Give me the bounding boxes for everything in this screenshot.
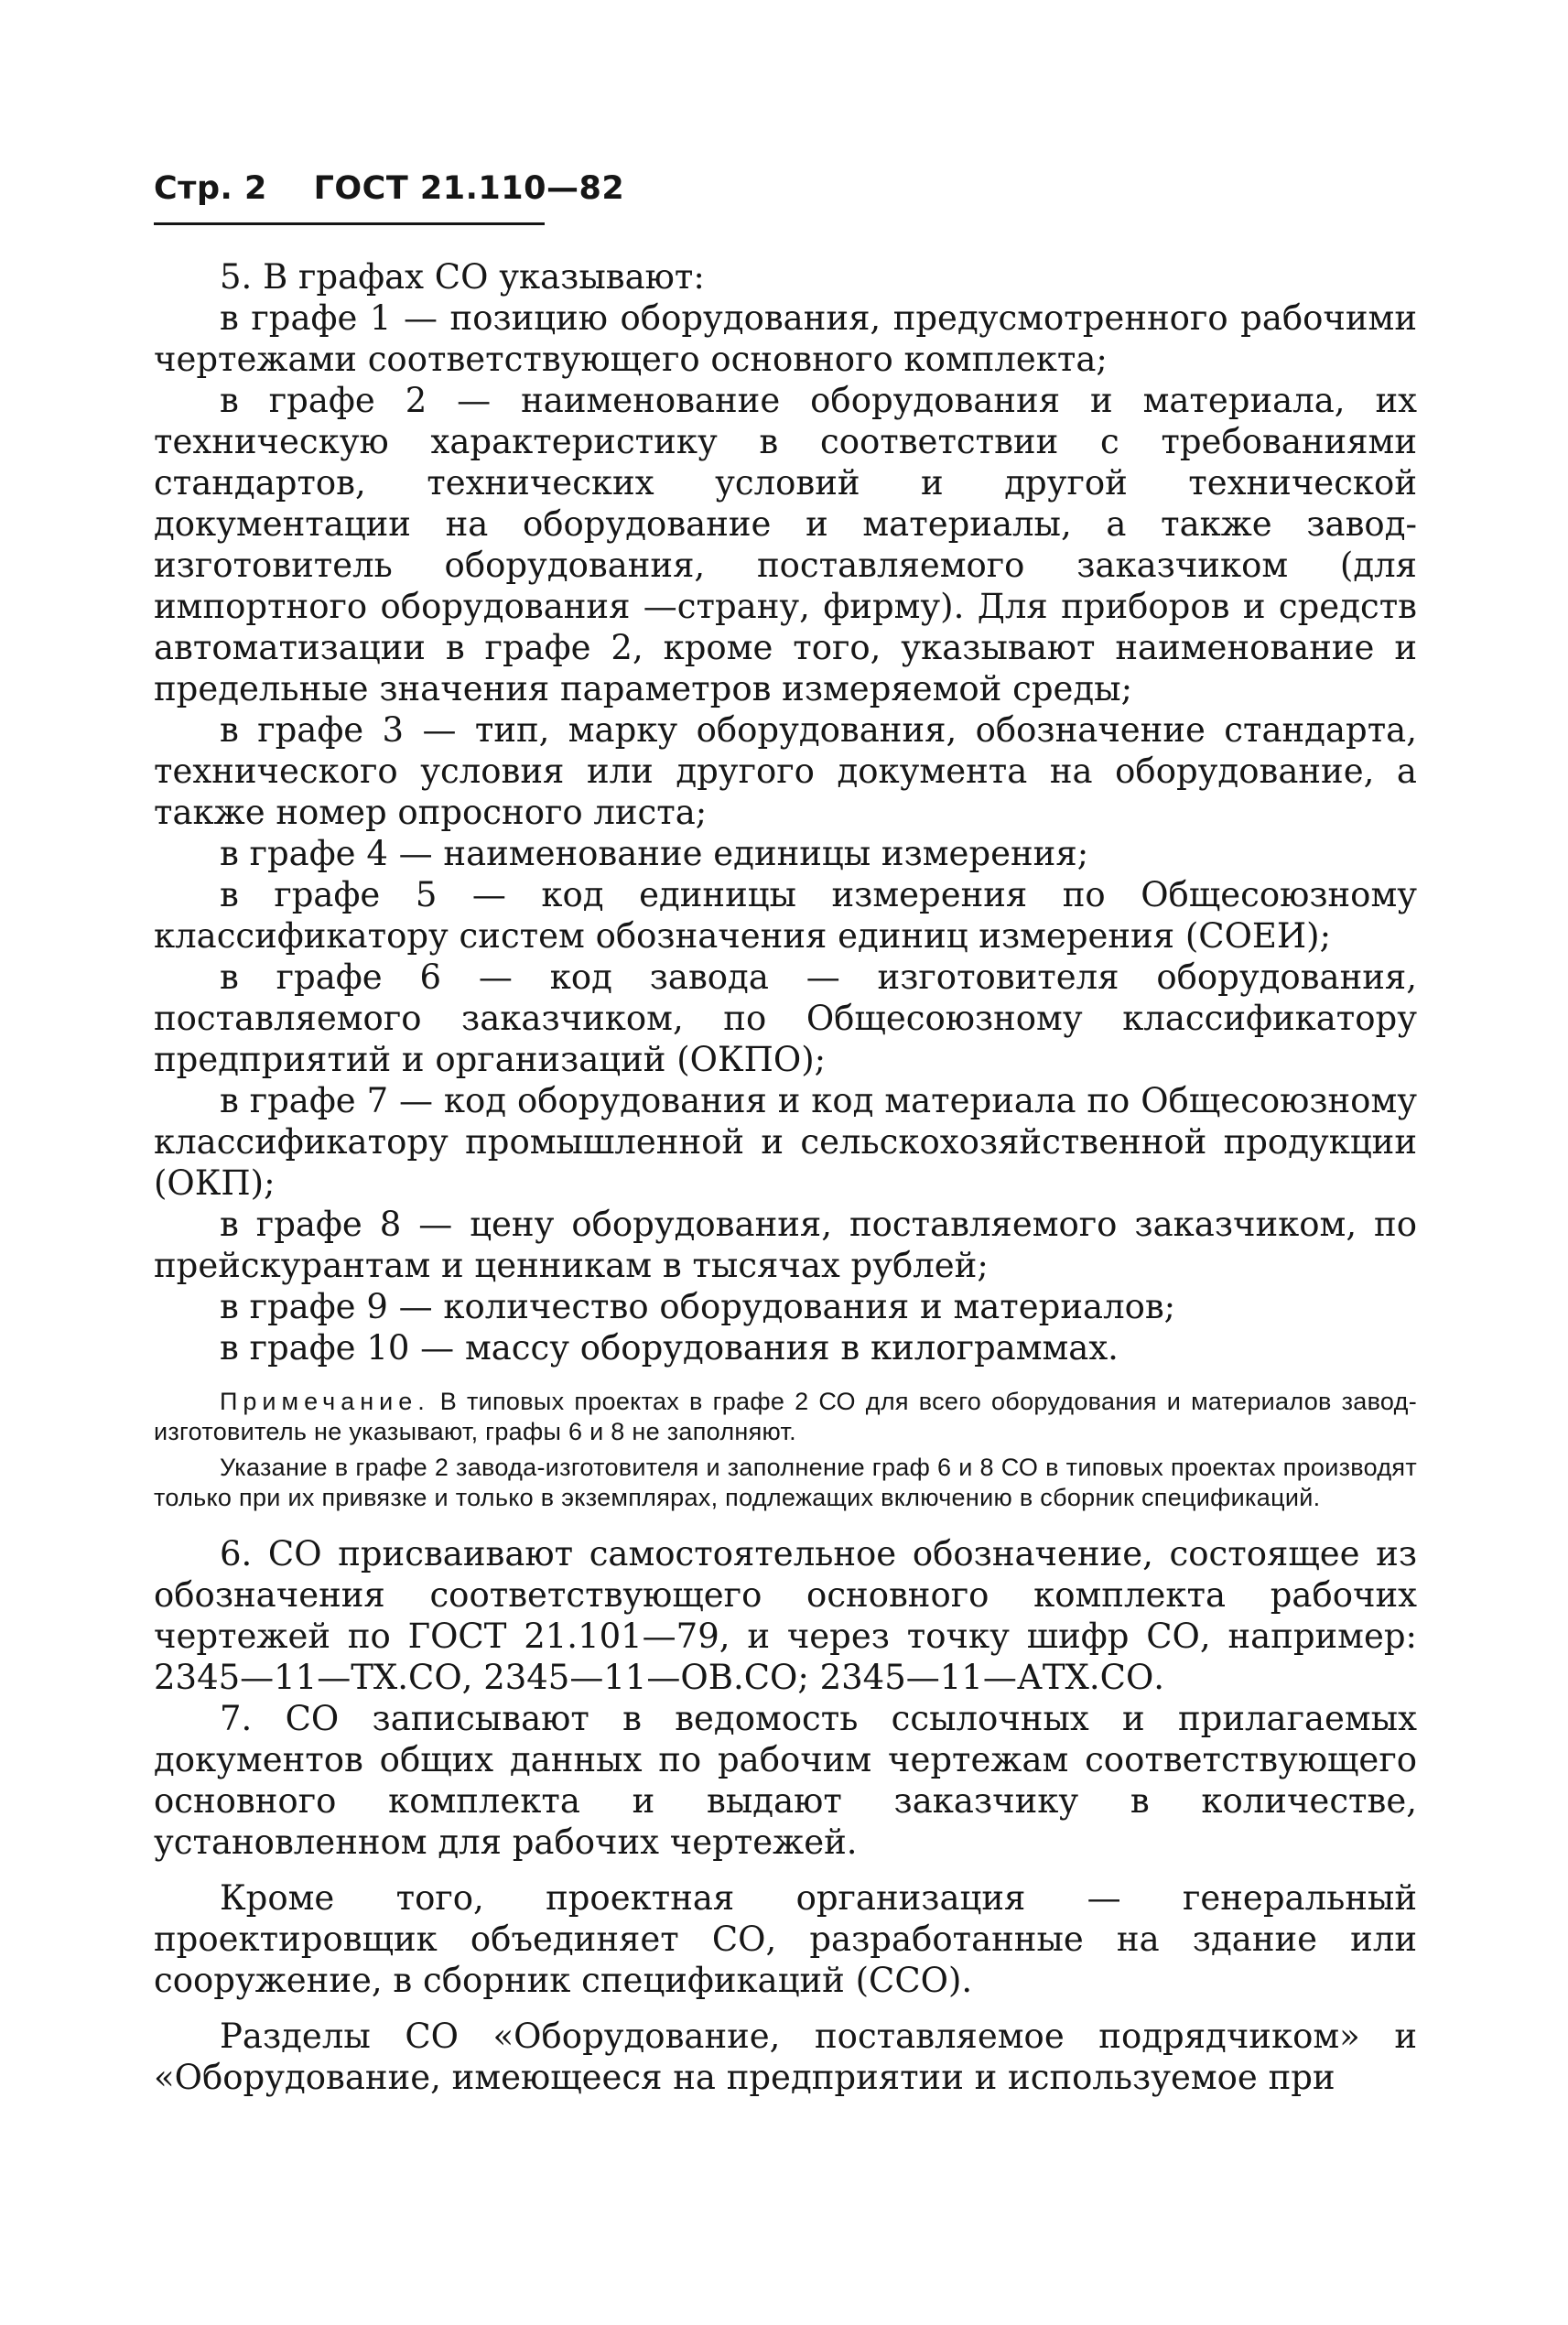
document-body (154, 256, 1417, 2098)
column-1-description: в графе 1 — позицию оборудования, предусмотренного рабочими чертежами соответствующего основного комплекта; (154, 298, 1417, 379)
page-header (154, 168, 624, 210)
section-6: 6. СО присваивают самостоятельное обозначение, состоящее из обозначения соответствующего основного комплекта рабочих чертежей по ГОСТ 21.101—79, и через точку шифр СО, например: 2345—11—ТХ.СО, 2345—11—ОВ.СО; 2345—11—АТХ.СО. (154, 1534, 1417, 1697)
paragraph-gap (154, 1863, 1417, 1877)
section-7: 7. СО записывают в ведомость ссылочных и прилагаемых документов общих данных по рабочим чертежам соответствующего основного комплекта и выдают заказчику в количестве, установленном для рабочих чертежей. (154, 1699, 1417, 1862)
note-block (154, 1387, 1417, 1513)
header-rule (154, 222, 545, 225)
note-label: Примечание. (220, 1388, 430, 1415)
paragraph-gap-2 (154, 2001, 1417, 2016)
document-code: ГОСТ 21.110—82 (313, 170, 625, 207)
paragraph-sections: Разделы СО «Оборудование, поставляемое подрядчиком» и «Оборудование, имеющееся на предприятии и используемое при (154, 2017, 1417, 2097)
column-6-description: в графе 6 — код завода — изготовителя оборудования, поставляемого заказчиком, по Общесоюзному классификатору предприятий и организаций (ОКПО); (154, 957, 1417, 1079)
note-paragraph (154, 1387, 1417, 1447)
note-paragraph-2: Указание в графе 2 завода-изготовителя и заполнение граф 6 и 8 СО в типовых проектах производят только при их привязке и только в экземплярах, подлежащих включению в сборник спецификаций. (154, 1454, 1417, 1511)
column-8-description: в графе 8 — цену оборудования, поставляемого заказчиком, по прейскурантам и ценникам в тысячах рублей; (154, 1205, 1417, 1285)
page-number: Стр. 2 (154, 170, 267, 207)
column-4-description: в графе 4 — наименование единицы измерения; (220, 834, 1089, 873)
paragraph-general-designer: Кроме того, проектная организация — генеральный проектировщик объединяет СО, разработанные на здание или сооружение, в сборник спецификаций (ССО). (154, 1878, 1417, 2000)
note-text: В типовых проектах в графе 2 СО для всего оборудования и материалов завод-изготовитель не указывают, графы 6 и 8 не заполняют. (154, 1388, 1417, 1445)
column-7-description: в графе 7 — код оборудования и код материала по Общесоюзному классификатору промышленной и сельскохозяйственной продукции (ОКП); (154, 1081, 1417, 1203)
section-5-title: 5. В графах СО указывают: (220, 257, 705, 297)
column-2-description: в графе 2 — наименование оборудования и материала, их техническую характеристику в соответствии с требованиями стандартов, технических условий и другой технической документации на оборудование и материалы, а также завод-изготовитель оборудования, поставляемого заказчиком (для импортного оборудования —страну, фирму). Для приборов и средств автоматизации в графе 2, кроме того, указывают наименование и предельные значения параметров измеряемой среды; (154, 381, 1417, 708)
column-9-description: в графе 9 — количество оборудования и материалов; (220, 1287, 1176, 1326)
column-10-description: в графе 10 — массу оборудования в килограммах. (220, 1328, 1119, 1368)
column-5-description: в графе 5 — код единицы измерения по Общесоюзному классификатору систем обозначения единиц измерения (СОЕИ); (154, 875, 1417, 956)
column-3-description: в графе 3 — тип, марку оборудования, обозначение стандарта, технического условия или другого документа на оборудование, а также номер опросного листа; (154, 710, 1417, 832)
